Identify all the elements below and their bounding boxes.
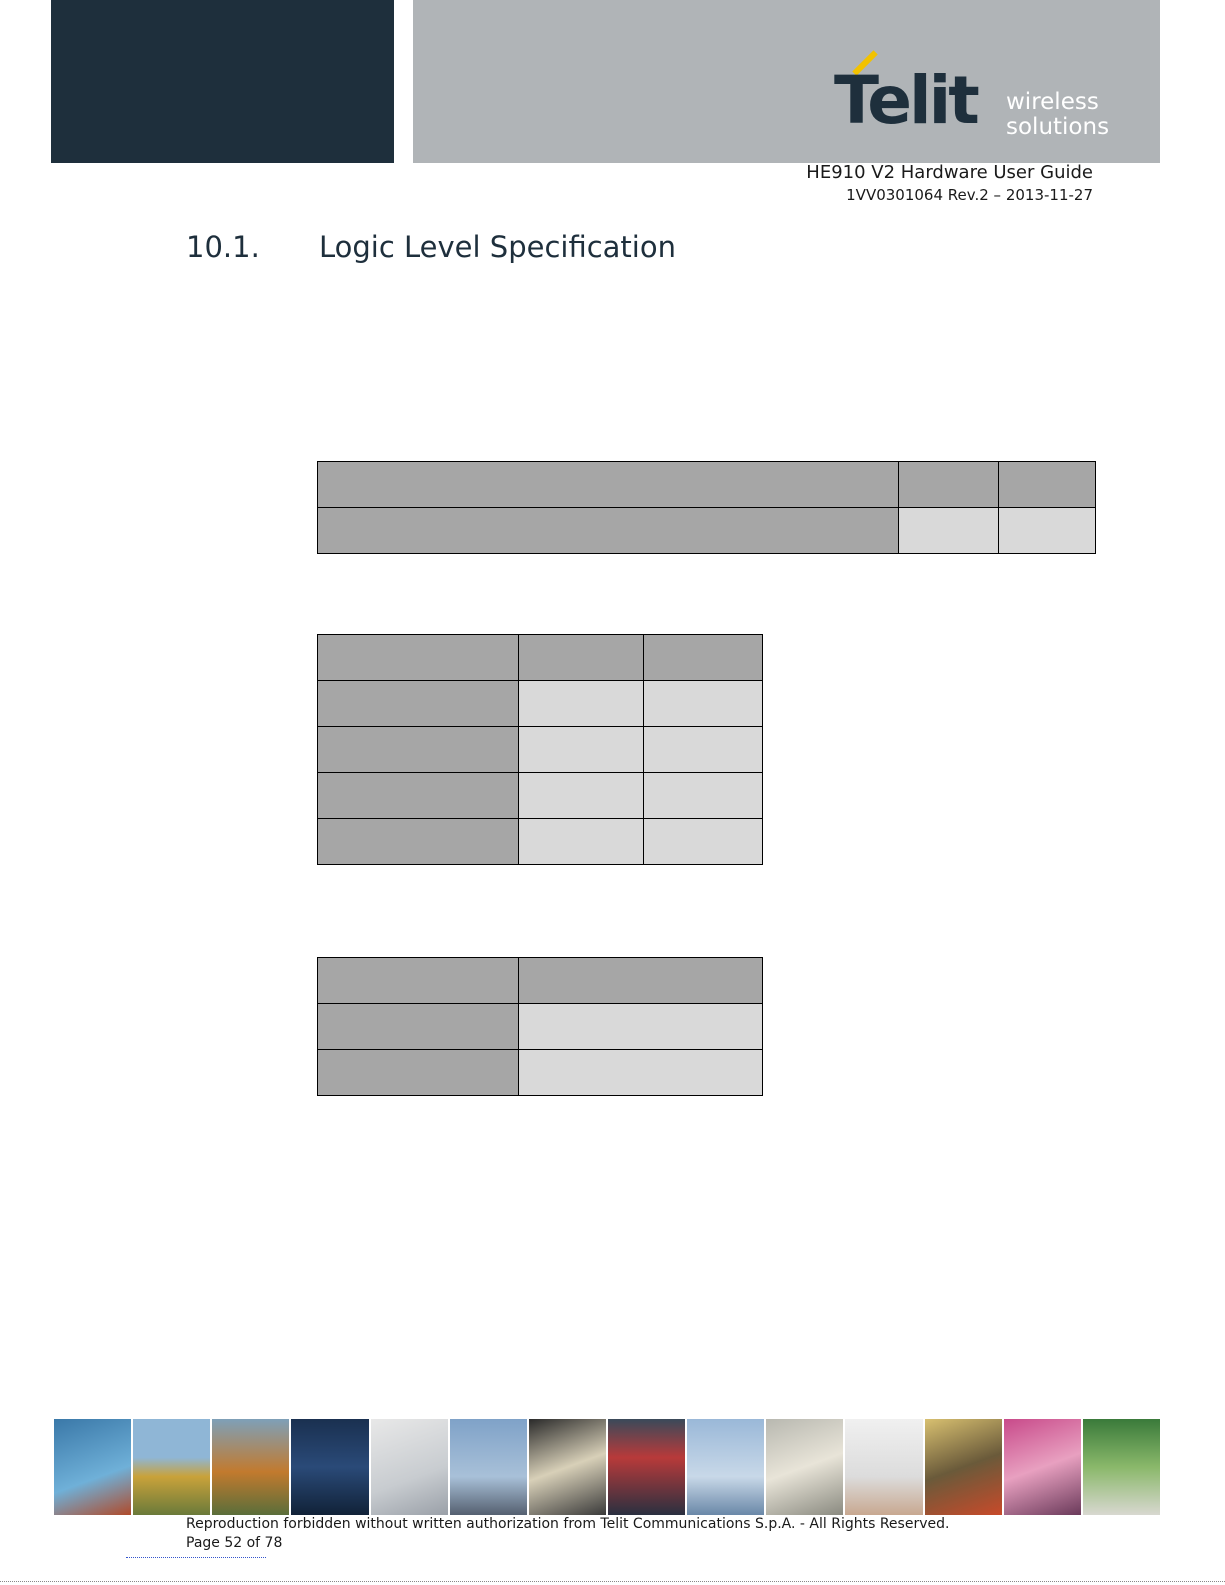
table-cell xyxy=(519,819,644,865)
footer-photo xyxy=(845,1419,922,1515)
section-title: Logic Level Specification xyxy=(319,230,676,264)
table-row xyxy=(318,635,763,681)
logo-tagline-line-1: wireless xyxy=(1006,89,1099,115)
footer-photo xyxy=(133,1419,210,1515)
table-cell xyxy=(519,635,644,681)
footer-photo xyxy=(371,1419,448,1515)
footer-page-number: Page 52 of 78 xyxy=(186,1535,283,1551)
table-cell xyxy=(644,727,763,773)
table-row xyxy=(318,1050,763,1096)
footer-photo xyxy=(54,1419,131,1515)
document-revision: 1VV0301064 Rev.2 – 2013-11-27 xyxy=(846,186,1093,204)
footer-image-strip xyxy=(54,1419,1160,1515)
footer-photo xyxy=(529,1419,606,1515)
table-row xyxy=(318,508,1096,554)
section-number: 10.1. xyxy=(186,230,260,264)
table-row xyxy=(318,727,763,773)
table-cell xyxy=(318,462,899,508)
table-cell xyxy=(644,635,763,681)
footer-photo xyxy=(608,1419,685,1515)
footer-photo xyxy=(766,1419,843,1515)
table-cell xyxy=(519,681,644,727)
table-row xyxy=(318,819,763,865)
footer-rule xyxy=(126,1557,266,1558)
spec-table-1 xyxy=(317,461,1096,554)
table-cell xyxy=(644,773,763,819)
table-cell xyxy=(644,681,763,727)
footer-photo xyxy=(212,1419,289,1515)
table-cell xyxy=(318,1050,519,1096)
table-cell xyxy=(318,1004,519,1050)
logo-tagline xyxy=(1006,90,1109,140)
footer-photo xyxy=(1083,1419,1160,1515)
footer-photo xyxy=(925,1419,1002,1515)
table-cell xyxy=(318,773,519,819)
table-cell xyxy=(519,1004,763,1050)
page-bottom-rule xyxy=(0,1581,1225,1582)
footer-photo xyxy=(291,1419,368,1515)
table-cell xyxy=(318,819,519,865)
table-row xyxy=(318,1004,763,1050)
footer-photo xyxy=(450,1419,527,1515)
table-cell xyxy=(519,773,644,819)
spec-table-3 xyxy=(317,957,763,1096)
table-cell xyxy=(519,1050,763,1096)
table-cell xyxy=(318,681,519,727)
table-cell xyxy=(999,462,1096,508)
footer-photo xyxy=(1004,1419,1081,1515)
telit-logo xyxy=(834,44,1134,144)
table-cell xyxy=(519,727,644,773)
table-row xyxy=(318,958,763,1004)
header-dark-block xyxy=(51,0,394,163)
document-title: HE910 V2 Hardware User Guide xyxy=(806,162,1093,183)
table-row xyxy=(318,462,1096,508)
table-cell xyxy=(318,958,519,1004)
table-row xyxy=(318,681,763,727)
logo-tagline-line-2: solutions xyxy=(1006,114,1110,140)
table-cell xyxy=(899,508,999,554)
table-cell xyxy=(318,727,519,773)
table-row xyxy=(318,773,763,819)
footer-copyright: Reproduction forbidden without written authorization from Telit Communications S.p.A. - All Rights Reserved. xyxy=(186,1516,950,1532)
table-cell xyxy=(999,508,1096,554)
table-cell xyxy=(644,819,763,865)
table-cell xyxy=(899,462,999,508)
logo-word: Telit xyxy=(834,62,977,139)
table-cell xyxy=(519,958,763,1004)
table-cell xyxy=(318,635,519,681)
table-cell xyxy=(318,508,899,554)
footer-photo xyxy=(687,1419,764,1515)
spec-table-2 xyxy=(317,634,763,865)
